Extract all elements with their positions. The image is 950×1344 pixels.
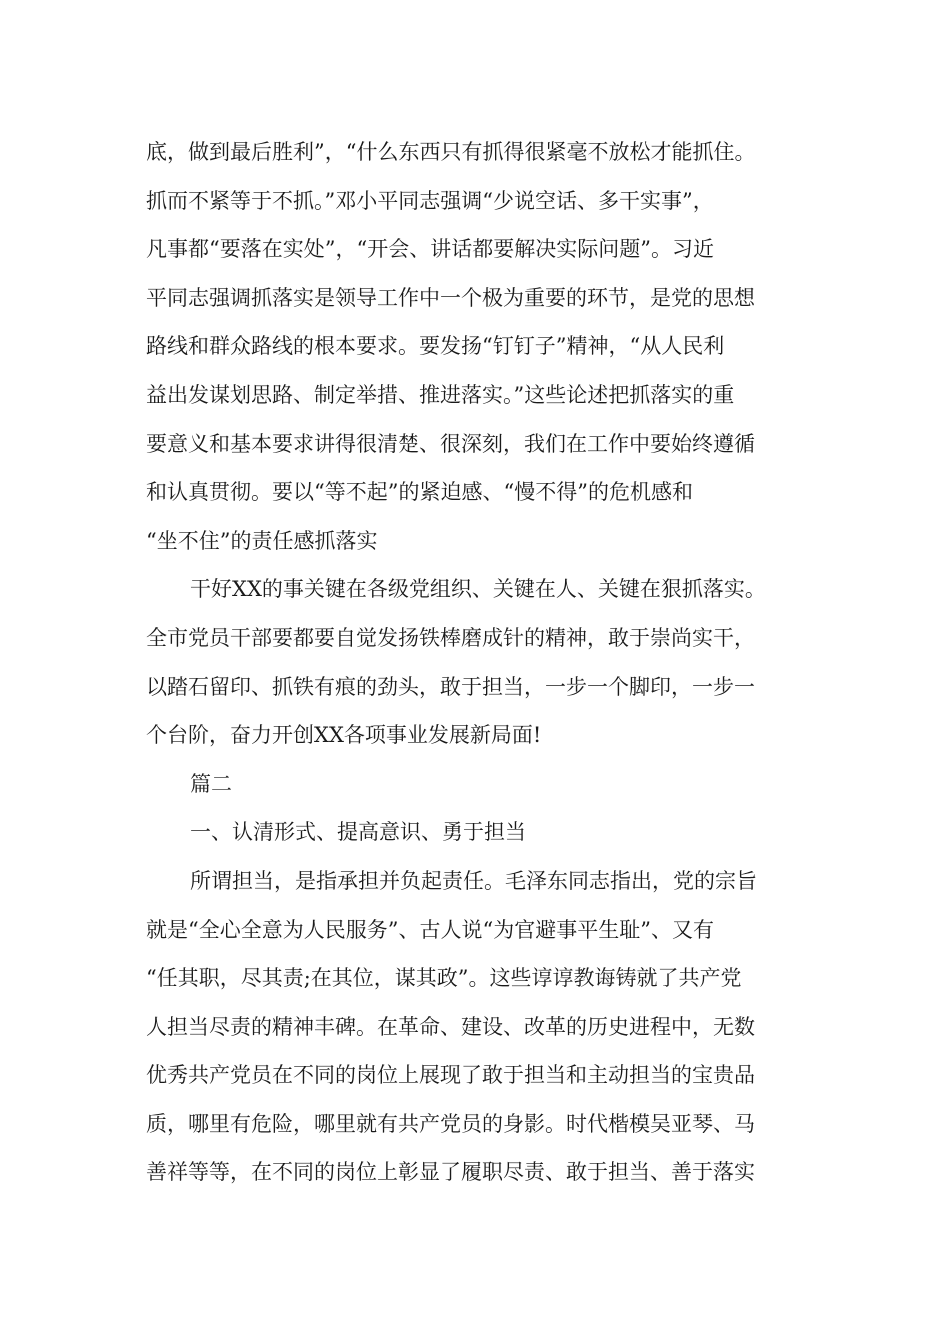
text-line: “坐不住”的责任感抓落实 [146,528,378,553]
text-line: 凡事都“要落在实处”，“开会、讲话都要解决实际问题”。习近 [146,237,714,262]
text-line: 以踏石留印、抓铁有痕的劲头，敢于担当，一步一个脚印，一步一 [146,674,755,699]
text-line: 质，哪里有危险，哪里就有共产党员的身影。时代楷模吴亚琴、马 [146,1111,755,1136]
text-line: 就是“全心全意为人民服务”、古人说“为官避事平生耻”、又有 [146,917,714,942]
text-line: 抓而不紧等于不抓。”邓小平同志强调“少说空话、多干实事”， [146,188,714,213]
text-line: 平同志强调抓落实是领导工作中一个极为重要的环节，是党的思想 [146,285,755,310]
text-line: 底，做到最后胜利”，“什么东西只有抓得很紧毫不放松才能抓住。 [146,140,756,164]
text-line: 人担当尽责的精神丰碑。在革命、建设、改革的历史进程中，无数 [146,1014,755,1039]
text-line: 干好XX的事关键在各级党组织、关键在人、关键在狠抓落实。 [190,577,766,602]
text-line: “任其职，尽其责;在其位，谋其政”。这些谆谆教诲铸就了共产党 [146,966,742,991]
text-line: 篇二 [190,771,232,796]
text-line: 善祥等等，在不同的岗位上彰显了履职尽责、敢于担当、善于落实 [146,1160,755,1185]
text-line: 全市党员干部要都要自觉发扬铁棒磨成针的精神，敢于崇尚实干， [146,625,755,650]
text-line: 要意义和基本要求讲得很清楚、很深刻，我们在工作中要始终遵循 [146,431,755,456]
text-line: 益出发谋划思路、制定举措、推进落实。”这些论述把抓落实的重 [146,382,735,407]
text-line: 和认真贯彻。要以“等不起”的紧迫感、“慢不得”的危机感和 [146,480,693,505]
document-body [146,128,816,1197]
text-line: 所谓担当，是指承担并负起责任。毛泽东同志指出，党的宗旨 [190,868,757,893]
text-line: 优秀共产党员在不同的岗位上展现了敢于担当和主动担当的宝贵品 [146,1063,755,1088]
text-line: 个台阶，奋力开创XX各项事业发展新局面! [146,723,542,748]
text-line: 路线和群众路线的根本要求。要发扬“钉钉子”精神，“从人民利 [146,334,725,359]
text-line: 一、认清形式、提高意识、勇于担当 [190,820,526,845]
